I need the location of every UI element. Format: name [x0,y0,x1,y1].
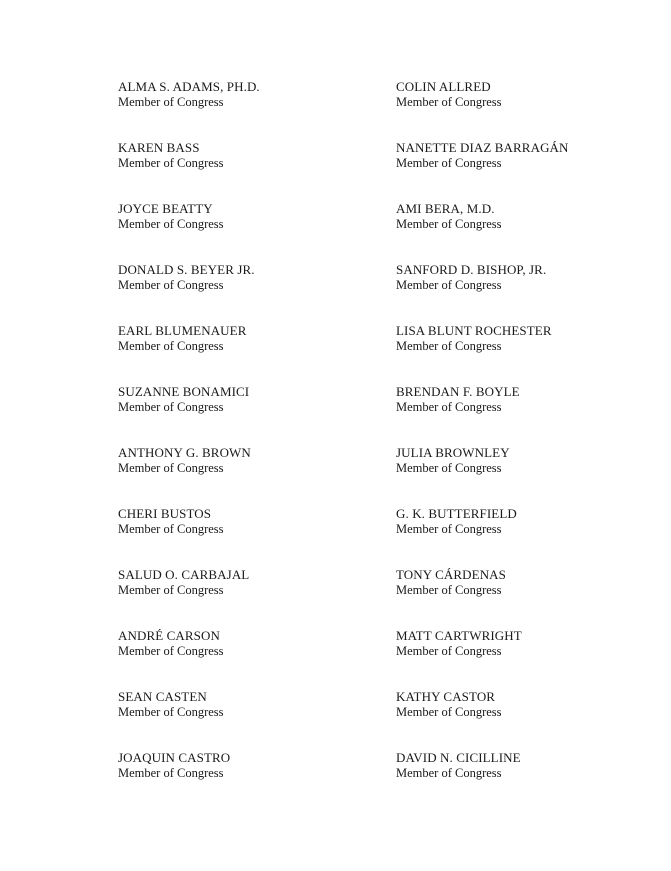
signature-block [118,262,396,323]
signer-title: Member of Congress [118,338,224,353]
signer-title: Member of Congress [118,216,224,231]
signer-name: NANETTE DIAZ BARRAGÁN [396,140,569,155]
signer-name: JOYCE BEATTY [118,201,213,216]
signer-title: Member of Congress [396,704,502,719]
signer-title: Member of Congress [396,582,502,597]
signature-block [396,323,598,384]
signature-block [118,323,396,384]
signature-block [396,262,598,323]
signature-block [118,445,396,506]
signer-name: SUZANNE BONAMICI [118,384,250,399]
signer-title: Member of Congress [118,277,224,292]
signer-name: ANTHONY G. BROWN [118,445,251,460]
signature-block [118,201,396,262]
signer-title: Member of Congress [396,643,502,658]
signer-name: KATHY CASTOR [396,689,496,704]
signer-title: Member of Congress [396,216,502,231]
signer-title: Member of Congress [396,521,502,536]
signer-title: Member of Congress [118,582,224,597]
signer-name: MATT CARTWRIGHT [396,628,522,643]
signature-block [396,750,598,811]
signature-block [118,384,396,445]
signer-name: CHERI BUSTOS [118,506,212,521]
signature-block [396,506,598,567]
signature-block [396,201,598,262]
signer-title: Member of Congress [396,765,502,780]
signature-block [118,567,396,628]
signature-block [118,689,396,750]
signature-block [118,628,396,689]
signer-name: SALUD O. CARBAJAL [118,567,250,582]
signer-name: DAVID N. CICILLINE [396,750,521,765]
signer-title: Member of Congress [396,94,502,109]
signature-block [396,628,598,689]
signer-name: DONALD S. BEYER JR. [118,262,255,277]
signer-title: Member of Congress [118,765,224,780]
signer-title: Member of Congress [396,155,502,170]
signer-title: Member of Congress [118,521,224,536]
signature-grid [118,79,598,811]
signer-name: ALMA S. ADAMS, PH.D. [118,79,260,94]
signature-block [396,567,598,628]
signer-name: LISA BLUNT ROCHESTER [396,323,552,338]
signer-title: Member of Congress [396,460,502,475]
signer-title: Member of Congress [118,704,224,719]
signer-name: SANFORD D. BISHOP, JR. [396,262,547,277]
signature-block [118,506,396,567]
signature-block [396,140,598,201]
signer-title: Member of Congress [118,155,224,170]
signer-title: Member of Congress [118,460,224,475]
signer-name: COLIN ALLRED [396,79,491,94]
signer-title: Member of Congress [118,643,224,658]
signer-name: AMI BERA, M.D. [396,201,495,216]
signer-name: EARL BLUMENAUER [118,323,247,338]
signer-title: Member of Congress [118,399,224,414]
signature-block [396,445,598,506]
signature-block [396,384,598,445]
signer-title: Member of Congress [396,277,502,292]
signer-title: Member of Congress [396,338,502,353]
signer-title: Member of Congress [118,94,224,109]
signer-name: G. K. BUTTERFIELD [396,506,517,521]
signature-block [118,79,396,140]
signer-name: SEAN CASTEN [118,689,207,704]
signer-name: BRENDAN F. BOYLE [396,384,520,399]
signer-name: ANDRÉ CARSON [118,628,220,643]
signature-block [396,689,598,750]
signer-name: KAREN BASS [118,140,200,155]
signature-block [396,79,598,140]
signer-title: Member of Congress [396,399,502,414]
signer-name: TONY CÁRDENAS [396,567,507,582]
signer-name: JULIA BROWNLEY [396,445,510,460]
signature-block [118,140,396,201]
signer-name: JOAQUIN CASTRO [118,750,231,765]
signature-block [118,750,396,811]
